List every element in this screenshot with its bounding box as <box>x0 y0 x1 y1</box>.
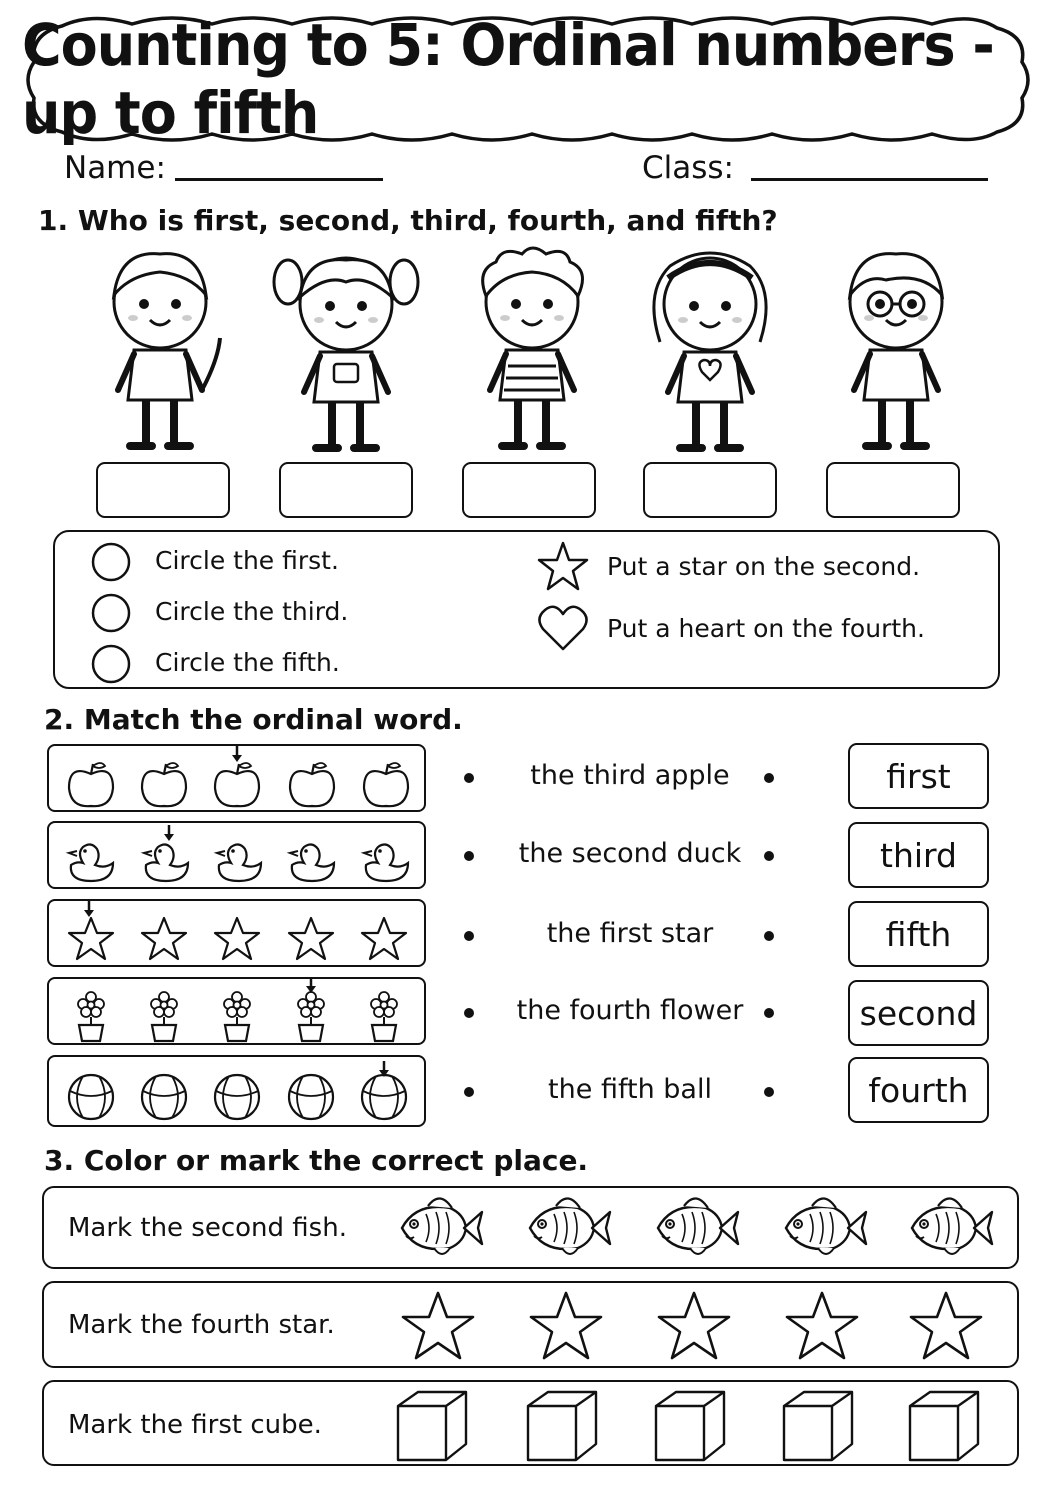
match-row-flowers <box>47 977 426 1045</box>
arrow-down-icon <box>306 977 316 993</box>
match-row-ducks <box>47 821 426 889</box>
duck-icon <box>144 844 188 881</box>
instructions-panel <box>53 530 1000 689</box>
star-icon[interactable] <box>403 1293 473 1358</box>
star-icon <box>362 918 406 959</box>
circle-icon <box>93 595 129 631</box>
match-phrase: the fourth flower <box>516 995 744 1026</box>
match-dot-left[interactable] <box>464 1087 474 1097</box>
fish-icon[interactable] <box>786 1198 866 1254</box>
ordinal-word-box[interactable]: first <box>848 743 989 809</box>
ordinal-word-box[interactable]: fifth <box>848 901 989 967</box>
cube-icon[interactable] <box>656 1392 724 1460</box>
arrow-down-icon <box>232 746 242 762</box>
ball-icon <box>362 1075 406 1119</box>
circle-icon <box>93 544 129 580</box>
flower-pot-icon <box>298 992 324 1041</box>
cube-icon[interactable] <box>528 1392 596 1460</box>
boy-waving-icon <box>114 254 220 446</box>
arrow-down-icon <box>164 825 174 841</box>
instruction-circle-first: Circle the first. <box>155 546 339 575</box>
match-row-balls <box>47 1055 426 1127</box>
answer-box-4[interactable] <box>643 462 777 518</box>
mark-row-label: Mark the second fish. <box>68 1213 347 1243</box>
instruction-heart-fourth: Put a heart on the fourth. <box>607 614 925 643</box>
section1-heading: 1. Who is first, second, third, fourth, and fifth? <box>38 204 778 237</box>
star-icon[interactable] <box>787 1293 857 1358</box>
section2-heading: 2. Match the ordinal word. <box>44 703 463 736</box>
cube-icon[interactable] <box>784 1392 852 1460</box>
match-dot-left[interactable] <box>464 1008 474 1018</box>
instruction-circle-third: Circle the third. <box>155 597 349 626</box>
star-icon <box>142 918 186 959</box>
fish-icon[interactable] <box>530 1198 610 1254</box>
mark-row-stars <box>42 1281 1019 1368</box>
flower-pot-icon <box>151 992 177 1041</box>
apple-icon <box>142 763 186 806</box>
match-row-apples <box>47 744 426 812</box>
star-icon <box>215 918 259 959</box>
match-dot-left[interactable] <box>464 773 474 783</box>
mark-row-fish <box>42 1186 1019 1269</box>
class-field[interactable] <box>751 178 988 181</box>
class-label: Class: <box>642 150 735 186</box>
fish-icon[interactable] <box>658 1198 738 1254</box>
ball-icon <box>215 1075 259 1119</box>
fish-icon[interactable] <box>912 1198 992 1254</box>
answer-box-3[interactable] <box>462 462 596 518</box>
circle-icon <box>93 646 129 682</box>
boy-glasses-icon <box>850 254 942 446</box>
cube-icon[interactable] <box>398 1392 466 1460</box>
mark-row-label: Mark the fourth star. <box>68 1310 335 1340</box>
page-title: Counting to 5: Ordinal numbers - up to fifth <box>22 10 994 148</box>
girl-headband-icon <box>654 253 766 448</box>
match-phrase: the third apple <box>530 760 730 791</box>
duck-icon <box>217 844 261 881</box>
title-banner <box>22 10 1034 148</box>
ball-icon <box>69 1075 113 1119</box>
heart-icon <box>537 604 589 654</box>
duck-icon <box>290 844 334 881</box>
instruction-circle-fifth: Circle the fifth. <box>155 648 340 677</box>
apple-icon <box>69 763 113 806</box>
match-dot-left[interactable] <box>464 931 474 941</box>
fish-icon[interactable] <box>402 1198 482 1254</box>
answer-box-5[interactable] <box>826 462 960 518</box>
apple-icon <box>364 763 408 806</box>
apple-icon <box>290 763 334 806</box>
star-icon <box>69 918 113 959</box>
name-field[interactable] <box>175 178 383 181</box>
boy-curly-hair-icon <box>483 248 583 446</box>
star-icon[interactable] <box>911 1293 981 1358</box>
ordinal-word-box[interactable]: second <box>848 980 989 1046</box>
girl-pigtails-icon <box>274 258 418 448</box>
apple-icon <box>215 763 259 806</box>
answer-box-2[interactable] <box>279 462 413 518</box>
ball-icon <box>142 1075 186 1119</box>
star-icon <box>289 918 333 959</box>
ball-icon <box>289 1075 333 1119</box>
star-icon[interactable] <box>659 1293 729 1358</box>
flower-pot-icon <box>224 992 250 1041</box>
match-phrase: the first star <box>546 918 714 949</box>
flower-pot-icon <box>78 992 104 1041</box>
match-dot-left[interactable] <box>464 851 474 861</box>
arrow-down-icon <box>84 901 94 917</box>
duck-icon <box>69 844 113 881</box>
section3-heading: 3. Color or mark the correct place. <box>44 1144 589 1177</box>
ordinal-word-box[interactable]: third <box>848 822 989 888</box>
instruction-star-second: Put a star on the second. <box>607 552 921 581</box>
match-phrase: the second duck <box>518 838 742 869</box>
flower-pot-icon <box>371 992 397 1041</box>
circle-icons <box>91 542 135 682</box>
cube-icon[interactable] <box>910 1392 978 1460</box>
star-icon <box>537 540 589 592</box>
children-lineup <box>0 240 1055 460</box>
name-label: Name: <box>64 150 166 186</box>
match-row-stars <box>47 899 426 967</box>
mark-row-cubes <box>42 1380 1019 1466</box>
duck-icon <box>364 844 408 881</box>
mark-row-label: Mark the first cube. <box>68 1410 322 1440</box>
ordinal-word-box[interactable]: fourth <box>848 1057 989 1123</box>
star-icon[interactable] <box>531 1293 601 1358</box>
answer-box-1[interactable] <box>96 462 230 518</box>
match-phrase: the fifth ball <box>548 1074 712 1105</box>
